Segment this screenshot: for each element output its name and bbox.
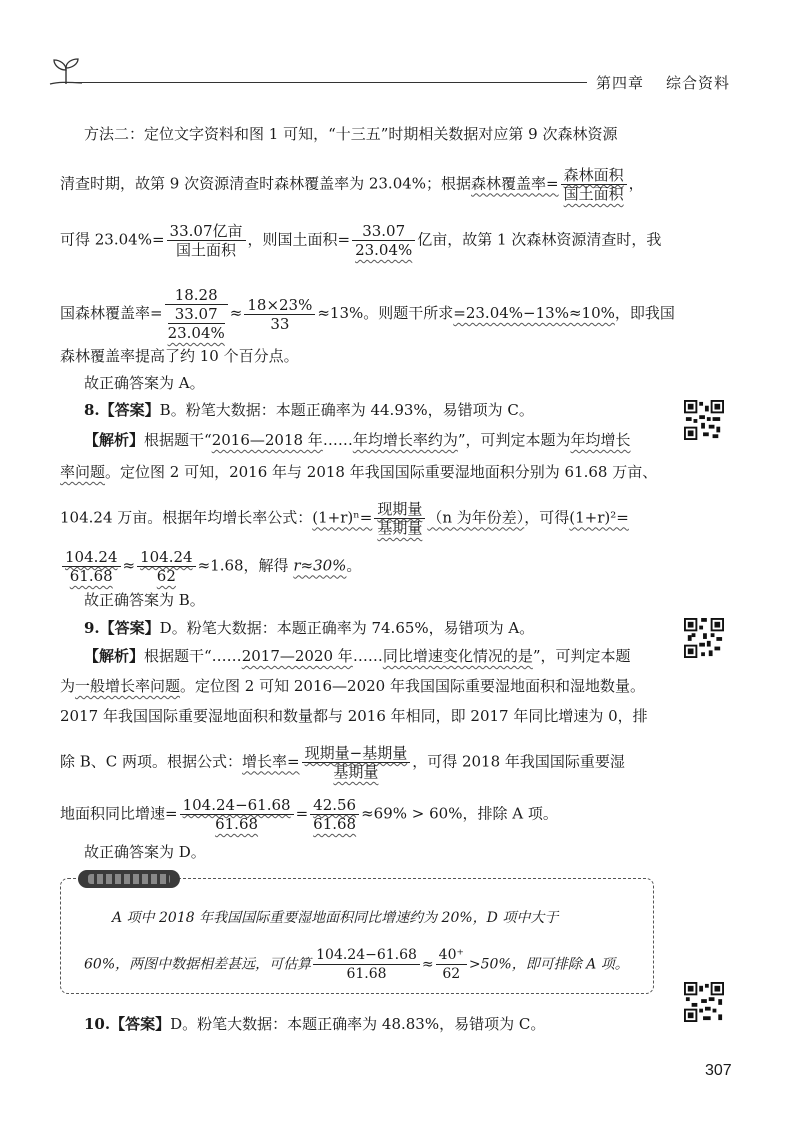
p1-result: 故正确答案为 A。: [84, 374, 205, 392]
q8-analysis-line2: 率问题。定位图 2 可知，2016 年与 2018 年我国国际重要湿地面积分别为 61.68 万亩、: [60, 463, 658, 481]
q8-analysis-line4: $\frac{104.24}{61.68}$ ≈ $\frac{104.24}{62}$ ≈1.68，解得 r≈30%。: [60, 548, 361, 585]
q9-analysis-line5: 地面积同比增速= $\frac{104.24-61.68}{61.68}$ = $\frac{42.56}{61.68}$ ≈69% > 60%，排除 A 项。: [60, 796, 558, 833]
tip-line1: A 项中 2018 年我国国际重要湿地面积同比增速约为 20%，D 项中大于: [112, 910, 559, 926]
q8-analysis-line3: 104.24 万亩。根据年均增长率公式：(1+r)ⁿ= $\frac{\text{现期量}}{\text{基期量}}$ （n 为年份差），可得(1+r)²=: [60, 500, 629, 537]
q9-answer: 9.【答案】D。粉笔大数据：本题正确率为 74.65%，易错项为 A。: [84, 619, 535, 637]
p1-line2: 清查时期，故第 9 次资源清查时森林覆盖率为 23.04%；根据森林覆盖率= $\frac{\text{森林面积}}{\text{国土面积}}$ ，: [60, 166, 644, 203]
q9-result: 故正确答案为 D。: [84, 843, 206, 861]
qr-code-icon[interactable]: [684, 400, 724, 440]
tip-tag-icon: [78, 870, 180, 888]
running-header: [596, 72, 730, 93]
tip-line2: 60%，两图中数据相差甚远，可估算 $\frac{104.24-61.68}{61.68}$ ≈ $\frac{40^+}{62}$ >50%，即可排除 A 项。: [84, 947, 629, 982]
qr-code-icon[interactable]: [684, 618, 724, 658]
q8-result: 故正确答案为 B。: [84, 591, 205, 609]
q9-analysis-line2: 为一般增长率问题。定位图 2 可知 2016—2020 年我国国际重要湿地面积和湿地数量。: [60, 677, 645, 695]
chapter-label: 第四章: [596, 74, 645, 92]
p1-line4: 国森林覆盖率= 18.28 33.07 23.04% ≈ $\frac{18\times 23\%}{33}$ ≈13%。则题干所求=23.04%−13%≈10%，即我国: [60, 286, 675, 342]
q9-analysis-line3: 2017 年我国国际重要湿地面积和数量都与 2016 年相同，即 2017 年同比增速为 0，排: [60, 707, 648, 725]
q8-analysis-line1: 【解析】根据题干“2016—2018 年……年均增长率约为”，可判定本题为年均增长: [84, 431, 631, 449]
q9-analysis-line4: 除 B、C 两项。根据公式：增长率= $\frac{\text{现期量−基期量}}{\text{基期量}}$ ，可得 2018 年我国国际重要湿: [60, 744, 625, 781]
q8-answer: 8.【答案】B。粉笔大数据：本题正确率为 44.93%，易错项为 C。: [84, 401, 534, 419]
p1-line3: 可得 23.04%= $\frac{\text{33.07亿亩}}{\text{国土面积}}$ ，则国土面积= $\frac{33.07}{23.04\%}$ 亿亩，故第 1 次森林资源清查时，我: [60, 222, 662, 259]
p1-line5: 森林覆盖率提高了约 10 个百分点。: [60, 347, 299, 365]
page-number: 307: [705, 1062, 732, 1079]
qr-code-icon[interactable]: [684, 982, 724, 1022]
section-label: 综合资料: [666, 74, 731, 92]
header-rule: [62, 82, 587, 83]
q9-analysis-line1: 【解析】根据题干“……2017—2020 年……同比增速变化情况的是”，可判定本题: [84, 647, 631, 665]
p1-line1: 方法二：定位文字资料和图 1 可知，“十三五”时期相关数据对应第 9 次森林资源: [84, 125, 618, 143]
q10-answer: 10.【答案】D。粉笔大数据：本题正确率为 48.83%，易错项为 C。: [84, 1015, 546, 1033]
